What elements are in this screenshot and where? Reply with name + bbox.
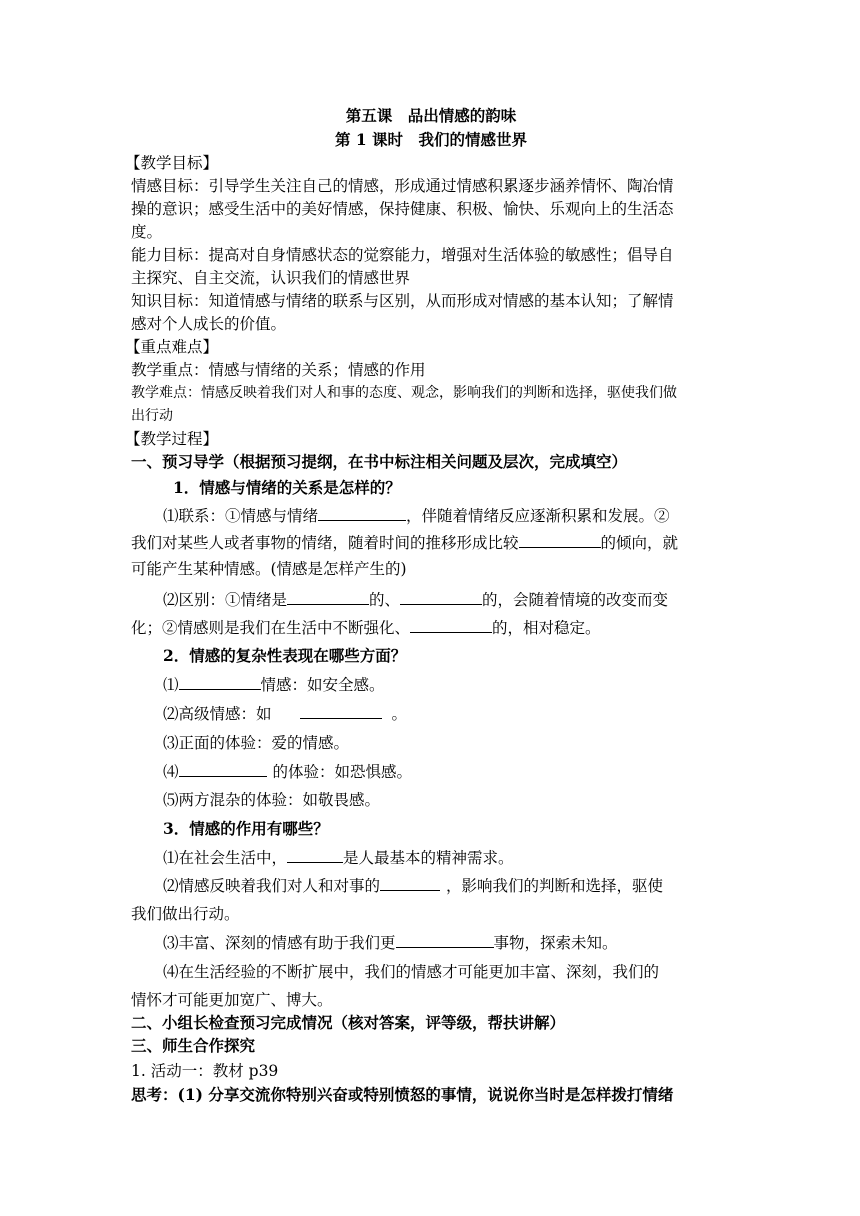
section-process: 【教学过程】 (125, 430, 219, 448)
period-title: 第 1 课时 我们的情感世界 (334, 130, 528, 149)
q3-line: 情怀才可能更加宽广、博大。 (131, 991, 333, 1009)
fill-blank[interactable] (300, 704, 382, 719)
part-explore: 三、师生合作探究 (131, 1036, 256, 1055)
objective-knowledge-line: 感对个人成长的价值。 (131, 315, 287, 333)
fill-blank[interactable] (519, 533, 601, 548)
section-objectives: 【教学目标】 (125, 154, 219, 172)
q1-line: ⑴联系：①情感与情绪 ，伴随着情绪反应逐渐积累和发展。② (163, 507, 670, 525)
objective-ability-line: 能力目标：提高对自身情感状态的觉察能力，增强对生活体验的敏感性；倡导自 (131, 246, 674, 264)
q2-line: ⑵高级情感：如 。 (163, 705, 408, 723)
objective-emotion-line: 操的意识；感受生活中的美好情感，保持健康、积极、愉快、乐观向上的生活态 (131, 200, 674, 218)
fill-blank[interactable] (396, 933, 494, 948)
q1-line: 我们对某些人或者事物的情绪，随着时间的推移形成比较 的倾向，就 (131, 534, 679, 552)
fill-blank[interactable] (179, 675, 261, 690)
activity-1: 1. 活动一：教材 p39 (131, 1062, 279, 1080)
question-1: 1．情感与情绪的关系是怎样的？ (173, 478, 401, 497)
fill-blank[interactable] (400, 590, 482, 605)
section-key-points: 【重点难点】 (125, 338, 219, 356)
fill-blank[interactable] (179, 762, 267, 777)
q2-line: ⑴ 情感：如安全感。 (163, 676, 385, 694)
question-2: 2．情感的复杂性表现在哪些方面？ (163, 646, 407, 665)
part-check: 二、小组长检查预习完成情况（核对答案，评等级，帮扶讲解） (131, 1013, 566, 1032)
objective-emotion-line: 情感目标：引导学生关注自己的情感，形成通过情感积累逐步涵养情怀、陶冶情 (131, 177, 674, 195)
difficulty-line: 教学难点：情感反映着我们对人和事的态度、观念，影响我们的判断和选择，驱使我们做 (131, 385, 677, 401)
question-3: 3．情感的作用有哪些？ (163, 819, 329, 838)
fill-blank[interactable] (380, 876, 440, 891)
q3-line: ⑴在社会生活中， 是人最基本的精神需求。 (163, 849, 514, 867)
think-question: 思考：(1) 分享交流你特别兴奋或特别愤怒的事情，说说你当时是怎样拨打情绪 (131, 1085, 674, 1104)
key-point: 教学重点：情感与情绪的关系；情感的作用 (131, 361, 426, 379)
q3-line: ⑵情感反映着我们对人和对事的 ，影响我们的判断和选择，驱使 (163, 877, 664, 895)
objective-emotion-line: 度。 (131, 223, 163, 241)
q3-line: ⑷在生活经验的不断扩展中，我们的情感才可能更加丰富、深刻，我们的 (163, 963, 660, 981)
q2-line: ⑷ 的体验：如恐惧感。 (163, 763, 413, 781)
q3-line: 我们做出行动。 (131, 905, 240, 923)
objective-ability-line: 主探究、自主交流，认识我们的情感世界 (131, 269, 411, 287)
q1-line: 可能产生某种情感。(情感是怎样产生的) (131, 560, 407, 578)
objective-knowledge-line: 知识目标：知道情感与情绪的联系与区别，从而形成对情感的基本认知；了解情 (131, 292, 674, 310)
fill-blank[interactable] (318, 506, 406, 521)
fill-blank[interactable] (287, 590, 369, 605)
fill-blank[interactable] (287, 848, 343, 863)
q3-line: ⑶丰富、深刻的情感有助于我们更 事物，探索未知。 (163, 934, 618, 952)
lesson-title: 第五课 品出情感的韵味 (345, 106, 517, 125)
q2-line: ⑸两方混杂的体验：如敬畏感。 (163, 791, 381, 809)
q1-line: 化；②情感则是我们在生活中不断强化、 的，相对稳定。 (131, 619, 601, 637)
q2-line: ⑶正面的体验：爱的情感。 (163, 734, 350, 752)
fill-blank[interactable] (410, 618, 492, 633)
difficulty-line: 出行动 (131, 408, 173, 424)
part-preview: 一、预习导学（根据预习提纲，在书中标注相关问题及层次，完成填空） (131, 452, 628, 471)
q1-line: ⑵区别：①情绪是 的、 的，会随着情境的改变而变 (163, 591, 669, 609)
